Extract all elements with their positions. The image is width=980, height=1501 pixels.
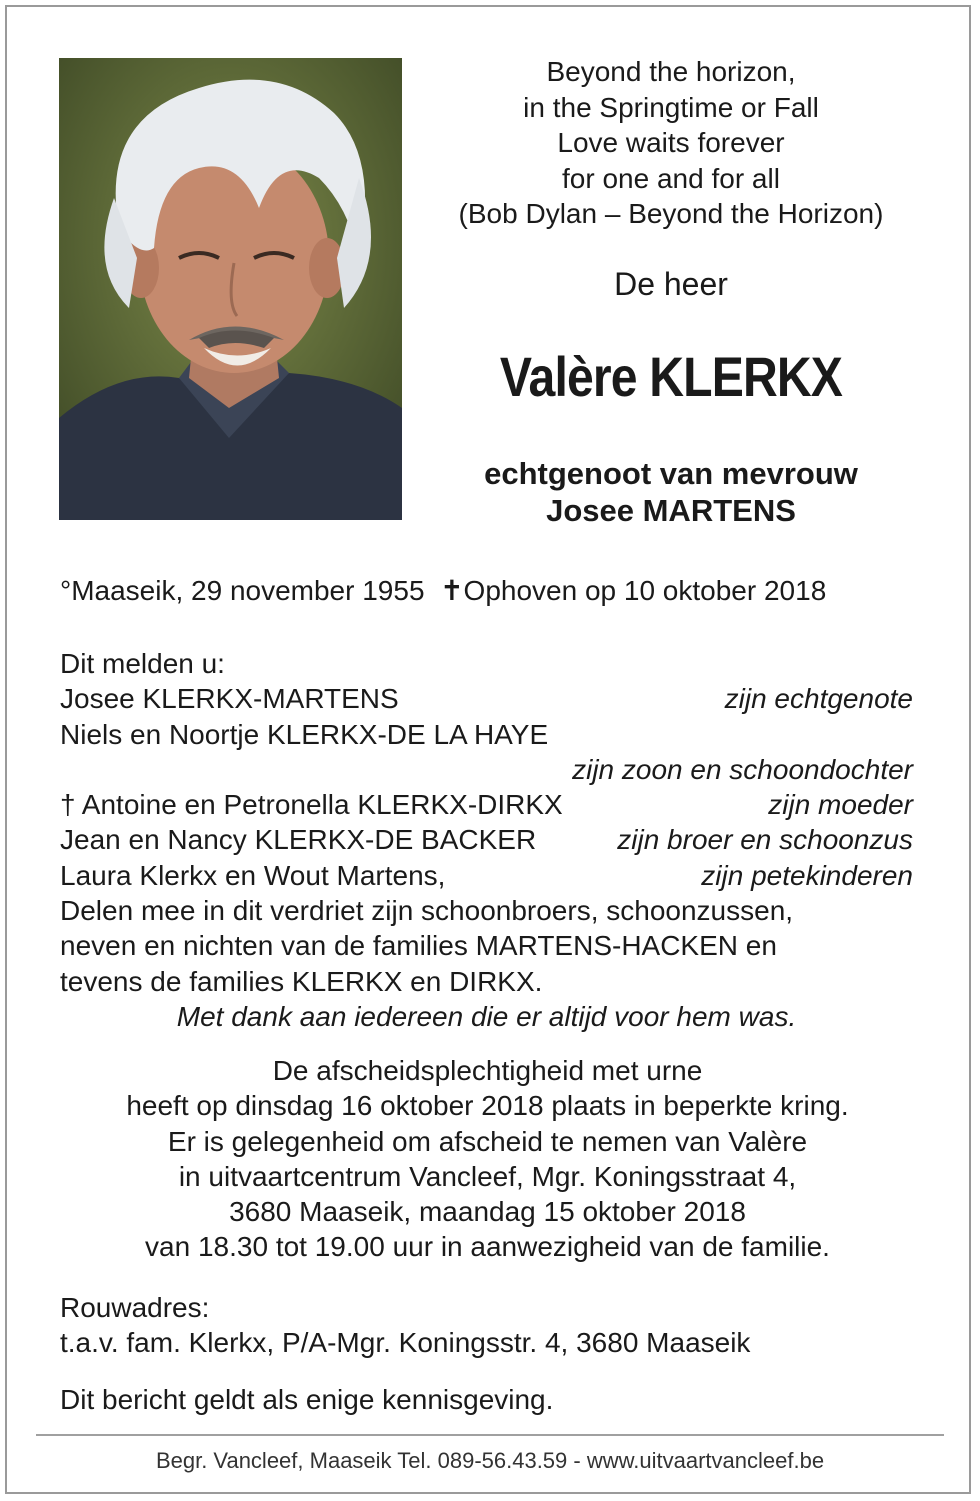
extended-family-line: tevens de families KLERKX en DIRKX. [60,965,543,997]
portrait-photo [59,58,402,520]
member-relation: zijn moeder [768,789,913,821]
poem-line: Love waits forever [557,127,785,158]
address-value: t.a.v. fam. Klerkx, P/A-Mgr. Koningsstr. 4, 3680 Maaseik [60,1327,751,1359]
spouse-line-2: Josee MARTENS [546,493,796,528]
poem-attribution: (Bob Dylan – Beyond the Horizon) [458,198,884,229]
family-intro: Dit melden u: [60,648,225,679]
birth-death-dates: °Maaseik, 29 november 1955 ✝Ophoven op 10 oktober 2018 [60,575,827,606]
extended-family-line: neven en nichten van de families MARTENS-HACKEN en [60,930,777,962]
family-list [60,646,913,1034]
spouse-info [420,455,922,529]
poem-line: for one and for all [562,162,780,194]
member-relation: zijn zoon en schoondochter [572,753,913,785]
member-name: Laura Klerkx en Wout Martens, [60,859,446,891]
member-name: † Antoine en Petronella KLERKX-DIRKX [60,789,563,821]
member-relation: zijn petekinderen [701,859,913,891]
member-name: Josee KLERKX-MARTENS [60,683,399,715]
member-relation: zijn echtgenote [724,683,913,715]
mourning-address [60,1290,750,1361]
address-label: Rouwadres: [60,1292,210,1323]
deceased-name: Valère KLERKX [499,345,843,408]
family-member-row [60,681,913,716]
poem-line: Beyond the horizon, [546,56,796,87]
footer-divider [36,1434,944,1436]
thanks-line: Met dank aan iedereen die er altijd voor hem was. [176,1000,797,1032]
family-member-row [60,858,913,893]
ceremony-line: 3680 Maaseik, maandag 15 oktober 2018 [229,1196,746,1228]
poem-quote [420,54,922,232]
footer-contact: Begr. Vancleef, Maaseik Tel. 089-56.43.59 - www.uitvaartvancleef.be [155,1448,825,1473]
ceremony-line: Er is gelegenheid om afscheid te nemen van Valère [167,1125,808,1157]
ceremony-line: van 18.30 tot 19.00 uur in aanwezigheid van de familie. [145,1231,830,1263]
honorific: De heer [614,266,728,302]
family-member-row [60,822,913,857]
family-member-row [60,787,913,822]
notice-text: Dit bericht geldt als enige kennisgeving. [60,1384,554,1415]
ceremony-line: heeft op dinsdag 16 oktober 2018 plaats in beperkte kring. [126,1090,849,1122]
extended-family-line: Delen mee in dit verdriet zijn schoonbroers, schoonzussen, [60,895,794,927]
member-relation: zijn broer en schoonzus [617,824,913,856]
ceremony-line: in uitvaartcentrum Vancleef, Mgr. Koningsstraat 4, [178,1160,797,1192]
spouse-line-1: echtgenoot van mevrouw [484,456,858,491]
ceremony-line: De afscheidsplechtigheid met urne [272,1055,703,1086]
poem-line: in the Springtime or Fall [523,91,819,123]
member-name: Niels en Noortje KLERKX-DE LA HAYE [60,718,549,750]
ceremony-details [40,1053,935,1265]
member-name: Jean en Nancy KLERKX-DE BACKER [60,824,537,856]
